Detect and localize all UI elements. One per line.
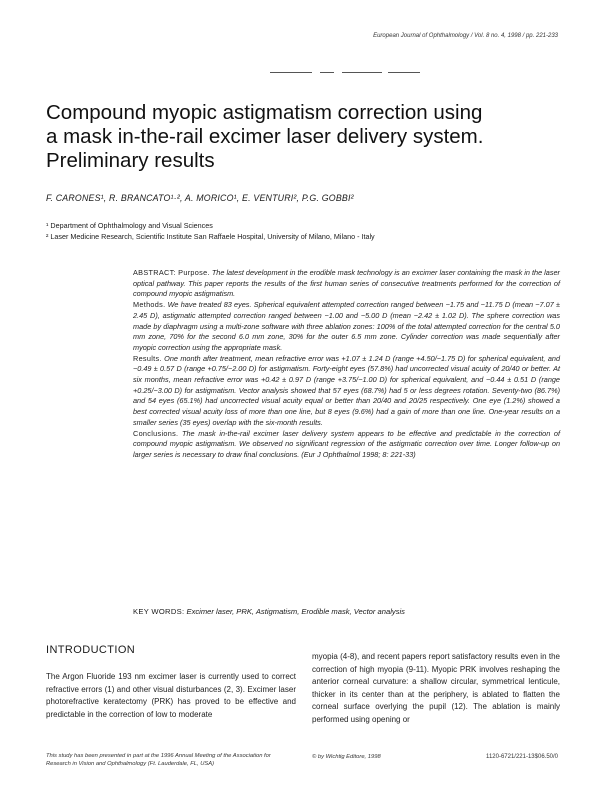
key-words-label: KEY WORDS: — [133, 607, 185, 616]
affiliation-2: ² Laser Medicine Research, Scientific Institute San Raffaele Hospital, University of Milano, Milano - Italy — [46, 232, 375, 241]
abstract-conclusions-text: The mask in-the-rail excimer laser delivery system appears to be effective and predictable in the correction of compound myopic astigmatism. We observed no significant regression of the astigmatic correction over time. Longer follow-up on larger series is necessary to draw final conclusions. (Eur J Ophthalmol 1998; 8: 221-33) — [133, 428, 560, 459]
key-words — [133, 607, 405, 616]
intro-paragraph: The Argon Fluoride 193 nm excimer laser is currently used to correct refractive errors (1) and other visual disturbances (2, 3). Excimer laser photorefractive keratectomy (PRK) has proved to be effective and predictable in the correction of low to moderate — [46, 672, 296, 719]
title-line: Preliminary results — [46, 149, 215, 172]
body-column-left — [46, 671, 296, 721]
section-heading-introduction: INTRODUCTION — [46, 644, 136, 656]
article-title — [46, 101, 566, 173]
abstract-purpose — [133, 268, 560, 300]
abstract — [133, 268, 560, 461]
abstract-purpose-text: The latest development in the erodible mask technology is an excimer laser containing the mask in the laser optical pathway. This paper reports the results of the first human series of consecutive treatments performed for the correction of compound myopic astigmatism. — [133, 268, 560, 299]
journal-citation: European Journal of Ophthalmology / Vol. 8 no. 4, 1998 / pp. 221-233 — [373, 33, 558, 39]
publisher-notice: © by Wichtig Editore, 1998 — [312, 754, 381, 760]
abstract-methods-label: Methods. — [133, 300, 166, 310]
abstract-conclusions-label: Conclusions. — [133, 428, 179, 438]
affiliations — [46, 220, 375, 242]
affiliation-1: ¹ Department of Ophthalmology and Visual Sciences — [46, 221, 213, 230]
abstract-results — [133, 354, 560, 429]
abstract-results-label: Results. — [133, 353, 162, 363]
abstract-purpose-label: ABSTRACT: Purpose. — [133, 268, 210, 277]
article-code: 1120-6721/221-13$06.50/0 — [486, 754, 558, 760]
body-column-right — [312, 651, 560, 727]
footnote: This study has been presented in part at the 1996 Annual Meeting of the Association for Research in Vision and Ophthalmology (Ft. Lauderdale, FL, USA) — [46, 753, 271, 767]
author-list: F. CARONES¹, R. BRANCATO¹·², A. MORICO¹, E. VENTURI², P.G. GOBBI² — [46, 193, 354, 203]
abstract-conclusions — [133, 429, 560, 461]
header-rules — [270, 72, 420, 75]
abstract-methods — [133, 300, 560, 354]
title-line: a mask in-the-rail excimer laser delivery system. — [46, 125, 484, 148]
abstract-results-text: One month after treatment, mean refractive error was +1.07 ± 1.24 D (range +4.50/−1.75 D) for spherical equivalent, and −0.49 ± 0.57 D (range +0.75/−2.00 D) for astigmatism. Forty-eight eyes (57.8%) had uncorrected visual acuity of 20/40 or better. At six months, mean refractive error was +0.42 ± 0.97 D (range +3.75/−1.00 D) for spherical equivalent, and −0.44 ± 0.51 D (range +0.25/−3.00 D) for astigmatism. Vector analysis showed that 57 eyes (68.7%) had 5 or less degrees rotation. Seventy-two (86.7%) and 54 eyes (65.1%) had uncorrected visual acuity equal or better than 20/40 and 20/25 respectively. One eye (1.2%) showed a best corrected visual acuity loss of more than one line, but 8 eyes (9.6%) had a gain of more than one line. One-year results on a smaller series (35 eyes) overlap with the six-month results. — [133, 353, 561, 427]
title-line: Compound myopic astigmatism correction using — [46, 101, 483, 124]
intro-paragraph-continued: myopia (4-8), and recent papers report satisfactory results even in the correction of high myopia (9-11). Myopic PRK involves reshaping the anterior corneal curvature: a shallow circular, symmetrical lenticule, thicker in its center than at the periphery, is ablated to flatten the corneal surface overlying the pupil (12). The ablation is mainly performed using opening or — [312, 652, 560, 724]
abstract-methods-text: We have treated 83 eyes. Spherical equivalent attempted correction ranged between −1.75 and −11.75 D (mean −7.07 ± 2.45 D), astigmatic attempted correction ranged between −1.00 and −5.00 D (mean −2.42 ± 1.02 D). The sphere correction was made by diaphragm using a multi-zone software with three ablation zones: 100% of the total attempted correction for the central 5.0 mm zone, 70% for the second 6.0 mm zone, 30% for the outer 6.5 mm zone. Cylinder correction was made sequentially after myopic correction using the appropriate mask. — [133, 300, 560, 352]
key-words-text: Excimer laser, PRK, Astigmatism, Erodible mask, Vector analysis — [186, 607, 405, 616]
